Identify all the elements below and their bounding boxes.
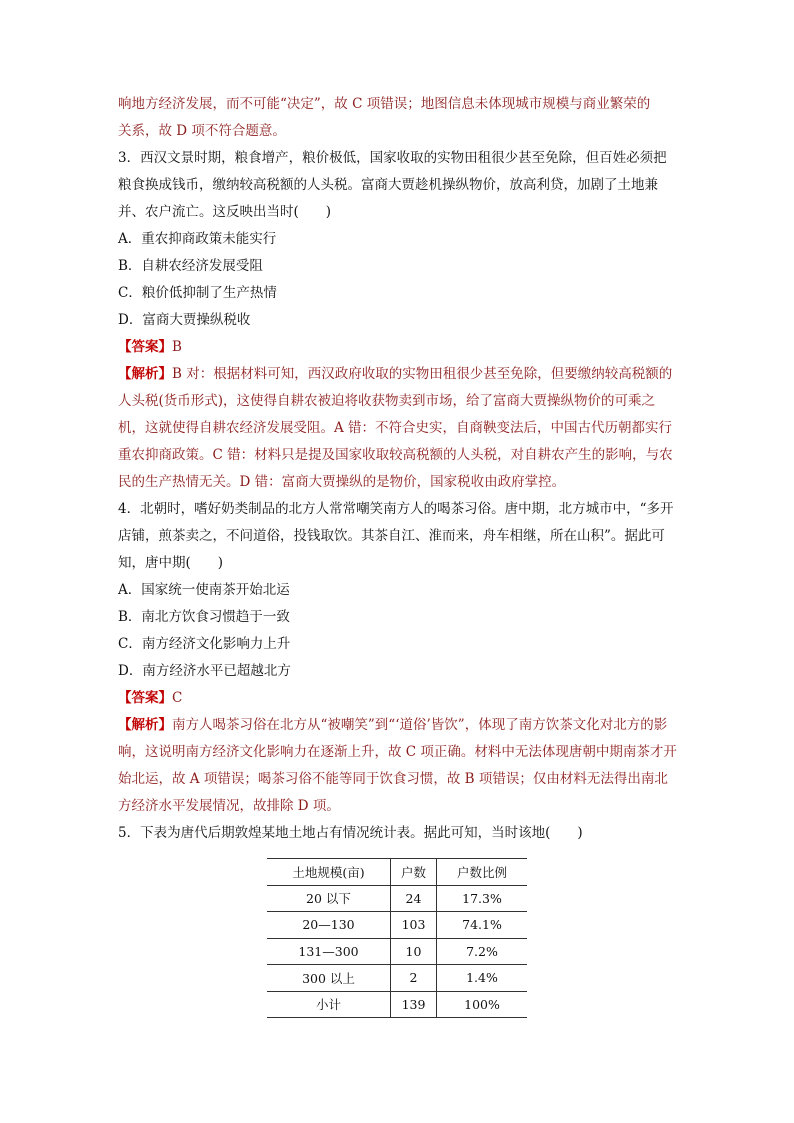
cell-land-scale: 小计 [267, 991, 391, 1018]
q3-option-a: A．重农抑商政策未能实行 [118, 231, 277, 247]
q3-option-d: D．富商大贾操纵税收 [118, 312, 251, 328]
q4-option-b: B．南北方饮食习惯趋于一致 [118, 609, 290, 625]
cell-land-scale: 20 以下 [267, 885, 391, 912]
answer-value: C [172, 690, 183, 706]
cell-ratio: 17.3% [437, 885, 528, 912]
cell-households: 24 [391, 885, 437, 912]
answer-label: 【答案】 [118, 690, 172, 706]
q3-answer [118, 334, 678, 361]
header-land-scale: 土地规模(亩) [267, 859, 391, 886]
q3-analysis [118, 361, 678, 496]
land-ownership-table [267, 858, 527, 1018]
q4-option-d: D．南方经济水平已超越北方 [118, 663, 291, 679]
document-content [118, 91, 678, 847]
cell-ratio: 74.1% [437, 912, 528, 939]
continued-line-1: 响地方经济发展，而不可能“决定”，故 C 项错误；地图信息未体现城市规模与商业繁荣的 [118, 96, 651, 112]
table-header-row [267, 859, 527, 886]
continued-analysis [118, 91, 678, 145]
cell-ratio: 1.4% [437, 965, 528, 992]
analysis-label: 【解析】 [118, 717, 172, 733]
cell-land-scale: 20—130 [267, 912, 391, 939]
q4-stem: 4．北朝时，嗜好奶类制品的北方人常常嘲笑南方人的喝茶习俗。唐中期，北方城市中，“多开店铺，煎茶卖之，不问道俗，投钱取饮。其茶自江、淮而来，舟车相继，所在山积”。据此可知，唐中期( ) [118, 501, 674, 571]
table-row-subtotal [267, 991, 527, 1018]
header-ratio: 户数比例 [437, 859, 528, 886]
q4-option-a: A．国家统一使南茶开始北运 [118, 582, 290, 598]
table-row [267, 912, 527, 939]
cell-ratio: 100% [437, 991, 528, 1018]
q3-option-c: C．粮价低抑制了生产热情 [118, 285, 277, 301]
table-row [267, 965, 527, 992]
q4-option-c: C．南方经济文化影响力上升 [118, 636, 291, 652]
analysis-text: B 对：根据材料可知，西汉政府收取的实物田租很少甚至免除，但要缴纳较高税额的人头税(货币形式)，这使得自耕农被迫将收获物卖到市场，给了富商大贾操纵物价的可乘之机，这就使得自耕农经济发展受阻。A 错：不符合史实，自商鞅变法后，中国古代历朝都实行重农抑商政策。C 错：材料只是提及国家收取较高税额的人头税，对自耕农产生的影响，与农民的生产热情无关。D 错：富商大贾操纵的是物价，国家税收由政府掌控。 [118, 366, 673, 490]
cell-land-scale: 300 以上 [267, 965, 391, 992]
q5-stem: 5．下表为唐代后期敦煌某地土地占有情况统计表。据此可知，当时该地( ) [118, 825, 583, 841]
cell-households: 139 [391, 991, 437, 1018]
table-row [267, 885, 527, 912]
cell-households: 2 [391, 965, 437, 992]
answer-value: B [172, 339, 182, 355]
cell-ratio: 7.2% [437, 938, 528, 965]
cell-households: 103 [391, 912, 437, 939]
q3-stem: 3．西汉文景时期，粮食增产，粮价极低，国家收取的实物田租很少甚至免除，但百姓必须把粮食换成钱币，缴纳较高税额的人头税。富商大贾趁机操纵物价，放高利贷，加剧了土地兼并、农户流亡。这反映出当时( ) [118, 150, 667, 220]
continued-line-2: 关系，故 D 项不符合题意。 [118, 123, 286, 139]
cell-land-scale: 131—300 [267, 938, 391, 965]
q3-option-b: B．自耕农经济发展受阻 [118, 258, 263, 274]
answer-label: 【答案】 [118, 339, 172, 355]
q4-answer [118, 685, 678, 712]
cell-households: 10 [391, 938, 437, 965]
analysis-label: 【解析】 [118, 366, 172, 382]
q4-analysis [118, 712, 678, 820]
table-row [267, 938, 527, 965]
header-households: 户数 [391, 859, 437, 886]
analysis-text: 南方人喝茶习俗在北方从“被嘲笑”到“‘道俗’皆饮”，体现了南方饮茶文化对北方的影响，这说明南方经济文化影响力在逐渐上升，故 C 项正确。材料中无法体现唐朝中期南茶才开始北运，故 A 项错误；喝茶习俗不能等同于饮食习惯，故 B 项错误；仅由材料无法得出南北方经济水平发展情况，故排除 D 项。 [118, 717, 677, 814]
